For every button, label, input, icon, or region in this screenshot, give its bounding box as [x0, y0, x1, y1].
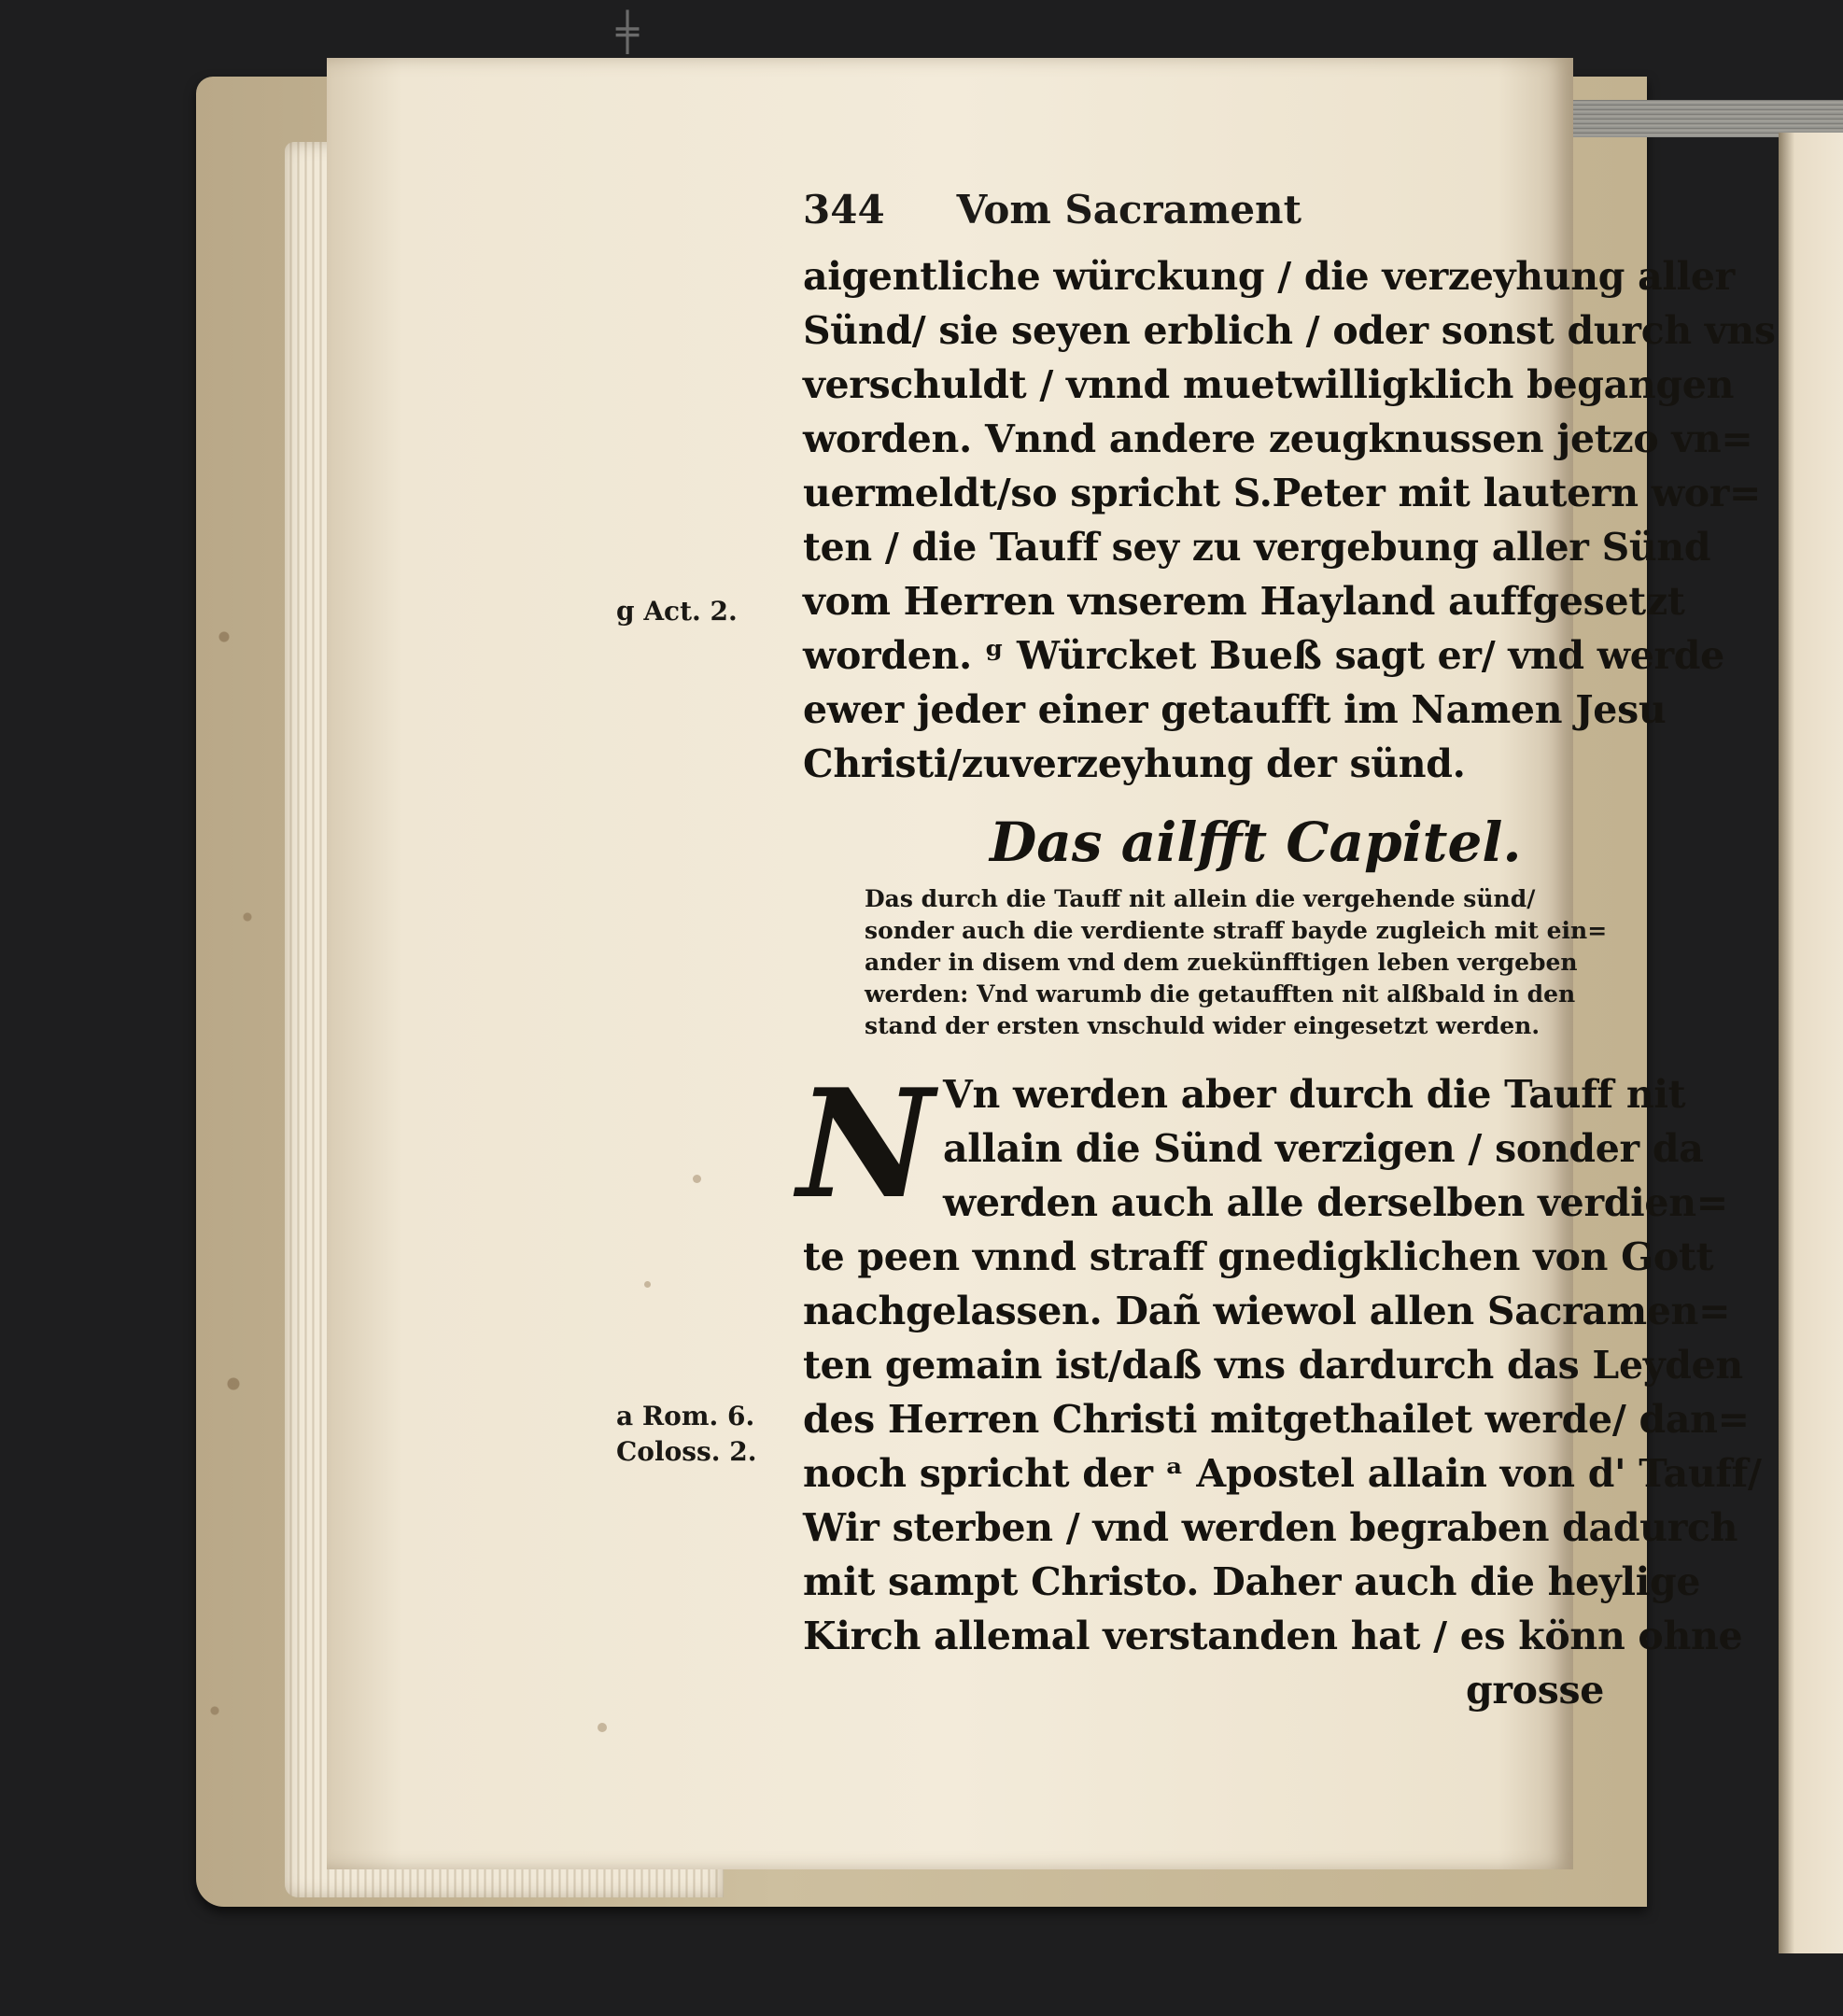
- text-line: Sünd/ sie seyen erblich / oder sonst durch vns: [803, 308, 1776, 353]
- text-line: worden. Vnnd andere zeugknussen jetzo vn=: [803, 416, 1753, 461]
- facing-page-edge: [1779, 133, 1843, 1953]
- summary-line: sonder auch die verdiente straff bayde zugleich mit ein=: [865, 917, 1608, 944]
- summary-line: stand der ersten vnschuld wider eingesetzt werden.: [865, 1012, 1541, 1039]
- running-header: [803, 187, 1475, 233]
- summary-line: Das durch die Tauff nit allein die vergehende sünd/: [865, 885, 1536, 912]
- running-title: Vom Sacrament: [956, 187, 1301, 233]
- text-line: Vn werden aber durch die Tauff nit: [943, 1072, 1686, 1117]
- text-line: noch spricht der ᵃ Apostel allain von d' Tauff/: [803, 1451, 1762, 1496]
- text-line: uermeldt/so spricht S.Peter mit lautern wor=: [803, 471, 1762, 515]
- text-line: aigentliche würckung / die verzeyhung aller: [803, 254, 1735, 299]
- text-line: nachgelassen. Dañ wiewol allen Sacramen=: [803, 1289, 1731, 1333]
- text-line: ewer jeder einer getaufft im Namen Jesu: [803, 687, 1667, 732]
- text-line: Kirch allemal verstanden hat / es könn ohne: [803, 1614, 1743, 1658]
- text-line: verschuldt / vnnd muetwilligklich begangen: [803, 362, 1735, 407]
- marginal-note-act: g Act. 2.: [616, 596, 738, 627]
- summary-line: ander in disem vnd dem zuekünfftigen leben vergeben: [865, 949, 1578, 976]
- text-line: Christi/zuverzeyhung der sünd.: [803, 741, 1466, 786]
- text-line: ten gemain ist/daß vns dardurch das Leyden: [803, 1343, 1743, 1388]
- text-line: worden. ᵍ Würcket Bueß sagt er/ vnd werde: [803, 633, 1724, 678]
- text-line: werden auch alle derselben verdien=: [943, 1180, 1728, 1225]
- page-marker-icon: ╪: [616, 11, 640, 54]
- marginal-note-coloss: Coloss. 2.: [616, 1436, 757, 1467]
- text-line: des Herren Christi mitgethailet werde/ dan=: [803, 1397, 1750, 1442]
- text-line: vom Herren vnserem Hayland auffgesetzt: [803, 579, 1685, 624]
- marginal-note-rom: a Rom. 6.: [616, 1401, 755, 1431]
- text-line: allain die Sünd verzigen / sonder da: [943, 1126, 1704, 1171]
- text-line: mit sampt Christo. Daher auch die heylige: [803, 1559, 1701, 1604]
- paper-stain: [644, 1281, 651, 1288]
- text-line: Wir sterben / vnd werden begraben dadurch: [803, 1505, 1738, 1550]
- text-line: ten / die Tauff sey zu vergebung aller Sünd: [803, 525, 1711, 570]
- decorated-initial: N: [796, 1056, 935, 1232]
- paper-stain: [693, 1175, 701, 1183]
- chapter-title: Das ailfft Capitel.: [990, 811, 1522, 874]
- text-line: te peen vnnd straff gnedigklichen von Gott: [803, 1234, 1714, 1279]
- page-number: 344: [803, 187, 885, 233]
- paper-stain: [598, 1723, 607, 1732]
- catchword: grosse: [1466, 1668, 1605, 1713]
- summary-line: werden: Vnd warumb die getaufften nit alßbald in den: [865, 980, 1576, 1008]
